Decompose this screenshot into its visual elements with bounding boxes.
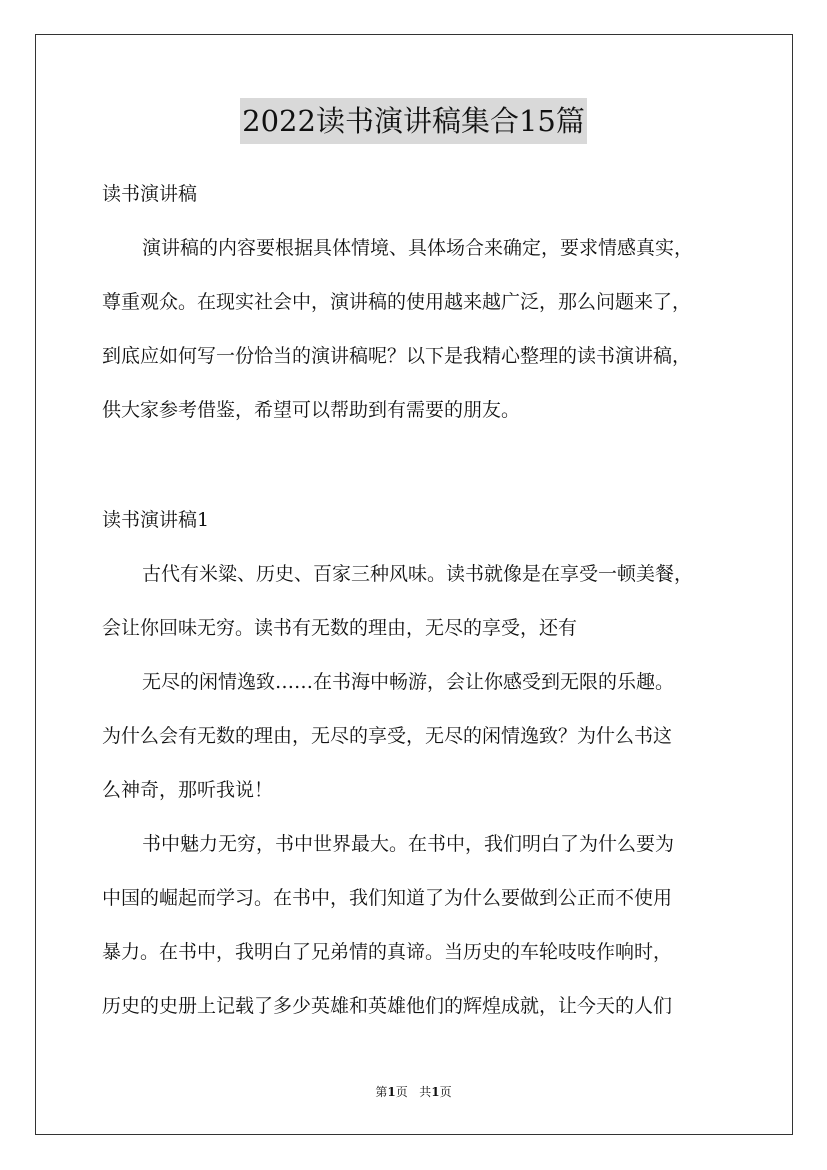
section-heading: 读书演讲稿1 <box>102 509 210 531</box>
page-footer <box>0 1083 827 1101</box>
paragraph-line: 演讲稿的内容要根据具体情境、具体场合来确定，要求情感真实， <box>142 237 694 259</box>
paragraph-line: 为什么会有无数的理由，无尽的享受，无尽的闲情逸致？为什么书这 <box>102 725 673 747</box>
paragraph-line: 书中魅力无穷，书中世界最大。在书中，我们明白了为什么要为 <box>142 833 675 855</box>
total-suffix: 页 <box>439 1085 452 1099</box>
page-suffix: 页 <box>395 1085 408 1099</box>
section-heading: 读书演讲稿 <box>102 183 198 205</box>
paragraph-line: 历史的史册上记载了多少英雄和英雄他们的辉煌成就，让今天的人们 <box>102 995 673 1017</box>
total-prefix: 共 <box>419 1085 432 1099</box>
paragraph-line: 供大家参考借鉴，希望可以帮助到有需要的朋友。 <box>102 399 521 421</box>
total-number: 1 <box>431 1085 440 1099</box>
document-title: 2022读书演讲稿集合15篇 <box>240 98 587 144</box>
title-container <box>0 98 827 144</box>
paragraph-line: 到底应如何写一份恰当的演讲稿呢？以下是我精心整理的读书演讲稿， <box>102 345 692 367</box>
paragraph-line: 尊重观众。在现实社会中，演讲稿的使用越来越广泛，那么问题来了， <box>102 291 692 313</box>
paragraph-line: 古代有米粱、历史、百家三种风味。读书就像是在享受一顿美餐， <box>142 563 694 585</box>
paragraph-line: 中国的崛起而学习。在书中，我们知道了为什么要做到公正而不使用 <box>102 887 673 909</box>
paragraph-line: 会让你回味无穷。读书有无数的理由，无尽的享受，还有 <box>102 617 578 639</box>
paragraph-line: 么神奇，那听我说！ <box>102 779 274 801</box>
paragraph-line: 无尽的闲情逸致……在书海中畅游，会让你感受到无限的乐趣。 <box>142 671 675 693</box>
page-number: 1 <box>387 1085 396 1099</box>
paragraph-line: 暴力。在书中，我明白了兄弟情的真谛。当历史的车轮吱吱作响时， <box>102 941 673 963</box>
page-prefix: 第 <box>375 1085 388 1099</box>
